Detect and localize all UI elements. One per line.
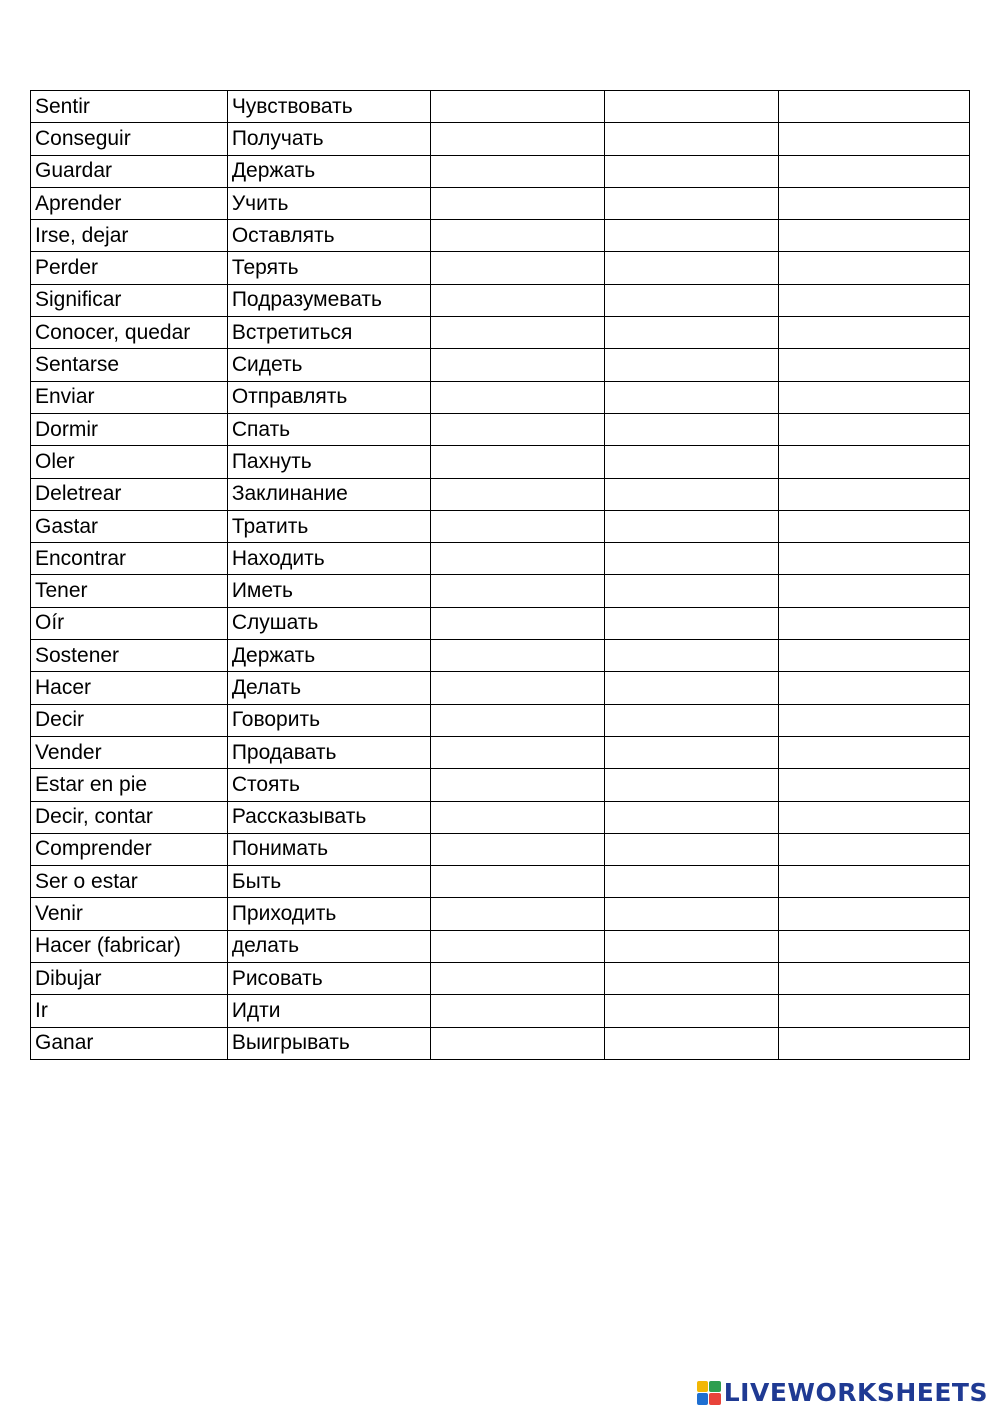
table-row — [31, 833, 970, 865]
table-row — [31, 866, 970, 898]
answer-cell[interactable] — [779, 381, 970, 413]
answer-cell[interactable] — [779, 317, 970, 349]
vocabulary-table-body — [31, 91, 970, 1060]
table-row — [31, 769, 970, 801]
spanish-word-cell: Enviar — [31, 381, 228, 413]
table-row — [31, 963, 970, 995]
russian-word-cell: Держать — [227, 640, 430, 672]
spanish-word-cell: Comprender — [31, 833, 228, 865]
answer-cell[interactable] — [430, 349, 604, 381]
answer-cell[interactable] — [430, 640, 604, 672]
answer-cell[interactable] — [779, 930, 970, 962]
spanish-word-cell: Oír — [31, 607, 228, 639]
spanish-word-cell: Deletrear — [31, 478, 228, 510]
answer-cell[interactable] — [430, 220, 604, 252]
answer-cell[interactable] — [430, 413, 604, 445]
answer-cell[interactable] — [605, 607, 779, 639]
answer-cell[interactable] — [779, 543, 970, 575]
answer-cell[interactable] — [605, 866, 779, 898]
table-row — [31, 187, 970, 219]
table-row — [31, 510, 970, 542]
russian-word-cell: Слушать — [227, 607, 430, 639]
answer-cell[interactable] — [779, 155, 970, 187]
answer-cell[interactable] — [605, 187, 779, 219]
spanish-word-cell: Significar — [31, 284, 228, 316]
answer-cell[interactable] — [779, 963, 970, 995]
russian-word-cell: Учить — [227, 187, 430, 219]
russian-word-cell: Получать — [227, 123, 430, 155]
russian-word-cell: Сидеть — [227, 349, 430, 381]
russian-word-cell: Стоять — [227, 769, 430, 801]
answer-cell[interactable] — [430, 704, 604, 736]
answer-cell[interactable] — [779, 898, 970, 930]
answer-cell[interactable] — [779, 123, 970, 155]
answer-cell[interactable] — [779, 478, 970, 510]
answer-cell[interactable] — [779, 1027, 970, 1059]
logo-mark-square — [709, 1393, 721, 1405]
spanish-word-cell: Decir — [31, 704, 228, 736]
spanish-word-cell: Ir — [31, 995, 228, 1027]
logo-mark-square — [697, 1393, 709, 1405]
vocabulary-table — [30, 90, 970, 1060]
spanish-word-cell: Estar en pie — [31, 769, 228, 801]
answer-cell[interactable] — [430, 930, 604, 962]
russian-word-cell: Иметь — [227, 575, 430, 607]
answer-cell[interactable] — [430, 543, 604, 575]
russian-word-cell: Делать — [227, 672, 430, 704]
russian-word-cell: Рассказывать — [227, 801, 430, 833]
spanish-word-cell: Conseguir — [31, 123, 228, 155]
answer-cell[interactable] — [605, 91, 779, 123]
russian-word-cell: Заклинание — [227, 478, 430, 510]
table-row — [31, 155, 970, 187]
answer-cell[interactable] — [779, 640, 970, 672]
table-row — [31, 575, 970, 607]
answer-cell[interactable] — [430, 672, 604, 704]
answer-cell[interactable] — [605, 284, 779, 316]
answer-cell[interactable] — [430, 91, 604, 123]
answer-cell[interactable] — [605, 349, 779, 381]
table-row — [31, 284, 970, 316]
answer-cell[interactable] — [430, 575, 604, 607]
table-row — [31, 123, 970, 155]
answer-cell[interactable] — [430, 478, 604, 510]
table-row — [31, 672, 970, 704]
russian-word-cell: Понимать — [227, 833, 430, 865]
answer-cell[interactable] — [779, 252, 970, 284]
spanish-word-cell: Irse, dejar — [31, 220, 228, 252]
answer-cell[interactable] — [430, 801, 604, 833]
table-row — [31, 898, 970, 930]
russian-word-cell: Рисовать — [227, 963, 430, 995]
answer-cell[interactable] — [430, 898, 604, 930]
answer-cell[interactable] — [605, 155, 779, 187]
answer-cell[interactable] — [430, 381, 604, 413]
russian-word-cell: Говорить — [227, 704, 430, 736]
table-row — [31, 930, 970, 962]
answer-cell[interactable] — [605, 123, 779, 155]
russian-word-cell: Отправлять — [227, 381, 430, 413]
liveworksheets-logo-icon — [697, 1381, 721, 1405]
spanish-word-cell: Gastar — [31, 510, 228, 542]
russian-word-cell: Чувствовать — [227, 91, 430, 123]
answer-cell[interactable] — [605, 769, 779, 801]
russian-word-cell: Находить — [227, 543, 430, 575]
answer-cell[interactable] — [779, 91, 970, 123]
spanish-word-cell: Encontrar — [31, 543, 228, 575]
answer-cell[interactable] — [779, 349, 970, 381]
spanish-word-cell: Sentarse — [31, 349, 228, 381]
answer-cell[interactable] — [605, 736, 779, 768]
spanish-word-cell: Sentir — [31, 91, 228, 123]
logo-mark-square — [697, 1381, 709, 1393]
answer-cell[interactable] — [430, 284, 604, 316]
spanish-word-cell: Dibujar — [31, 963, 228, 995]
answer-cell[interactable] — [779, 413, 970, 445]
answer-cell[interactable] — [430, 995, 604, 1027]
spanish-word-cell: Ganar — [31, 1027, 228, 1059]
russian-word-cell: Терять — [227, 252, 430, 284]
russian-word-cell: Пахнуть — [227, 446, 430, 478]
answer-cell[interactable] — [605, 1027, 779, 1059]
table-row — [31, 607, 970, 639]
answer-cell[interactable] — [779, 187, 970, 219]
answer-cell[interactable] — [605, 413, 779, 445]
table-row — [31, 381, 970, 413]
spanish-word-cell: Conocer, quedar — [31, 317, 228, 349]
russian-word-cell: Идти — [227, 995, 430, 1027]
spanish-word-cell: Hacer — [31, 672, 228, 704]
spanish-word-cell: Perder — [31, 252, 228, 284]
russian-word-cell: Тратить — [227, 510, 430, 542]
table-row — [31, 446, 970, 478]
answer-cell[interactable] — [779, 769, 970, 801]
answer-cell[interactable] — [779, 672, 970, 704]
spanish-word-cell: Guardar — [31, 155, 228, 187]
answer-cell[interactable] — [605, 704, 779, 736]
answer-cell[interactable] — [430, 123, 604, 155]
russian-word-cell: Держать — [227, 155, 430, 187]
russian-word-cell: Подразумевать — [227, 284, 430, 316]
table-row — [31, 1027, 970, 1059]
table-row — [31, 252, 970, 284]
answer-cell[interactable] — [779, 220, 970, 252]
answer-cell[interactable] — [430, 510, 604, 542]
table-row — [31, 736, 970, 768]
spanish-word-cell: Vender — [31, 736, 228, 768]
logo-mark-square — [709, 1381, 721, 1393]
answer-cell[interactable] — [605, 672, 779, 704]
answer-cell[interactable] — [605, 478, 779, 510]
spanish-word-cell: Decir, contar — [31, 801, 228, 833]
answer-cell[interactable] — [605, 446, 779, 478]
logo-text: LIVEWORKSHEETS — [723, 1378, 988, 1407]
answer-cell[interactable] — [605, 510, 779, 542]
table-row — [31, 220, 970, 252]
liveworksheets-logo — [697, 1378, 988, 1407]
answer-cell[interactable] — [779, 833, 970, 865]
table-row — [31, 413, 970, 445]
answer-cell[interactable] — [430, 769, 604, 801]
answer-cell[interactable] — [430, 1027, 604, 1059]
table-row — [31, 478, 970, 510]
table-row — [31, 349, 970, 381]
answer-cell[interactable] — [605, 575, 779, 607]
table-row — [31, 317, 970, 349]
answer-cell[interactable] — [605, 220, 779, 252]
answer-cell[interactable] — [605, 381, 779, 413]
table-row — [31, 91, 970, 123]
spanish-word-cell: Oler — [31, 446, 228, 478]
answer-cell[interactable] — [779, 736, 970, 768]
answer-cell[interactable] — [430, 736, 604, 768]
russian-word-cell: Быть — [227, 866, 430, 898]
table-row — [31, 995, 970, 1027]
answer-cell[interactable] — [779, 866, 970, 898]
answer-cell[interactable] — [430, 446, 604, 478]
spanish-word-cell: Aprender — [31, 187, 228, 219]
answer-cell[interactable] — [430, 317, 604, 349]
answer-cell[interactable] — [605, 995, 779, 1027]
russian-word-cell: Спать — [227, 413, 430, 445]
spanish-word-cell: Hacer (fabricar) — [31, 930, 228, 962]
answer-cell[interactable] — [430, 963, 604, 995]
russian-word-cell: Приходить — [227, 898, 430, 930]
table-row — [31, 543, 970, 575]
answer-cell[interactable] — [430, 833, 604, 865]
answer-cell[interactable] — [605, 252, 779, 284]
answer-cell[interactable] — [430, 252, 604, 284]
answer-cell[interactable] — [605, 833, 779, 865]
answer-cell[interactable] — [779, 995, 970, 1027]
answer-cell[interactable] — [605, 801, 779, 833]
answer-cell[interactable] — [779, 575, 970, 607]
table-row — [31, 640, 970, 672]
table-row — [31, 801, 970, 833]
answer-cell[interactable] — [779, 801, 970, 833]
answer-cell[interactable] — [430, 155, 604, 187]
answer-cell[interactable] — [605, 543, 779, 575]
spanish-word-cell: Sostener — [31, 640, 228, 672]
answer-cell[interactable] — [779, 607, 970, 639]
answer-cell[interactable] — [430, 607, 604, 639]
russian-word-cell: Оставлять — [227, 220, 430, 252]
answer-cell[interactable] — [605, 317, 779, 349]
answer-cell[interactable] — [605, 898, 779, 930]
table-row — [31, 704, 970, 736]
answer-cell[interactable] — [430, 187, 604, 219]
answer-cell[interactable] — [605, 963, 779, 995]
spanish-word-cell: Ser o estar — [31, 866, 228, 898]
russian-word-cell: Встретиться — [227, 317, 430, 349]
answer-cell[interactable] — [605, 930, 779, 962]
answer-cell[interactable] — [779, 446, 970, 478]
answer-cell[interactable] — [779, 284, 970, 316]
answer-cell[interactable] — [779, 510, 970, 542]
spanish-word-cell: Dormir — [31, 413, 228, 445]
spanish-word-cell: Tener — [31, 575, 228, 607]
answer-cell[interactable] — [605, 640, 779, 672]
russian-word-cell: Продавать — [227, 736, 430, 768]
answer-cell[interactable] — [779, 704, 970, 736]
russian-word-cell: Выигрывать — [227, 1027, 430, 1059]
russian-word-cell: делать — [227, 930, 430, 962]
answer-cell[interactable] — [430, 866, 604, 898]
spanish-word-cell: Venir — [31, 898, 228, 930]
